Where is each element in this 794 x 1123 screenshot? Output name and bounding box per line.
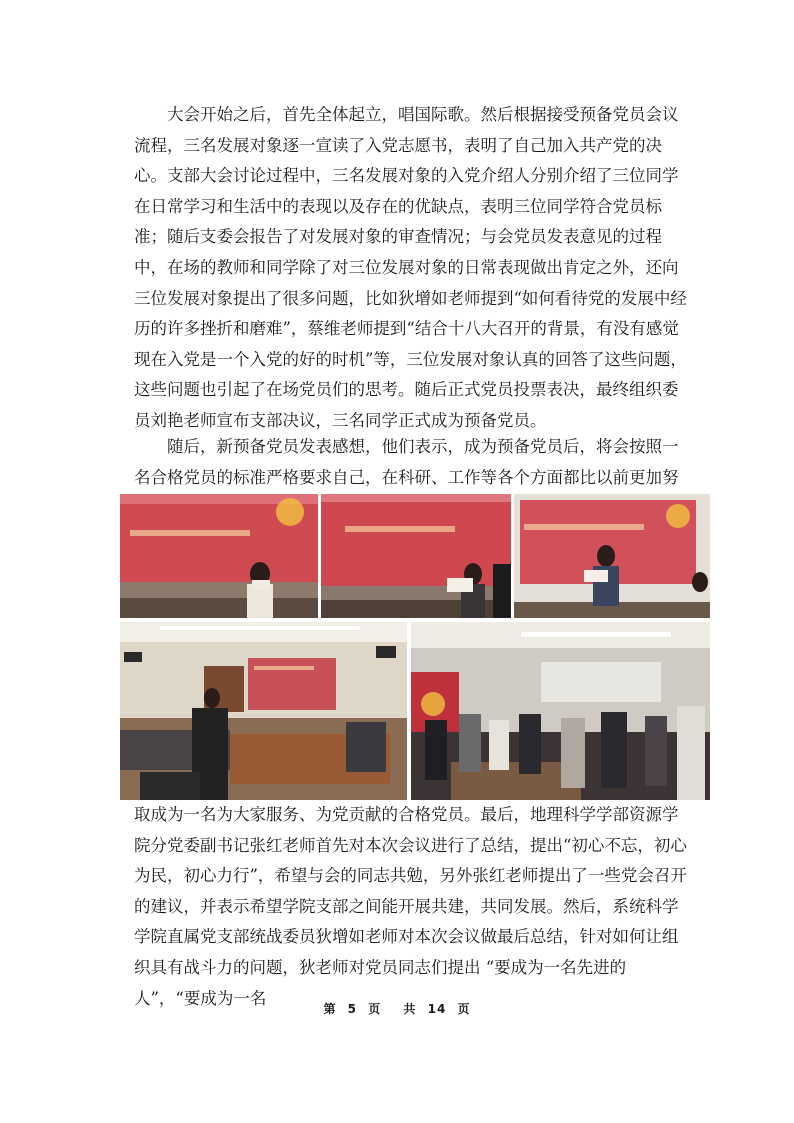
total-pages: 14 <box>427 1002 447 1016</box>
total-label-suffix: 页 <box>457 1002 471 1016</box>
photo-meeting-room-wide <box>120 622 407 800</box>
paragraph-closing-remarks: 取成为一名为大家服务、为党贡献的合格党员。最后，地理科学学部资源学院分党委副书记张红老师首先对本次会议进行了总结，提出“初心不忘，初心为民，初心力行”，希望与会的同志共勉，另外张红老师提出了一些党会召开的建议，并表示希望学院支部之间能开展共建，共同发展。然后，系统科学学院直属党支部统战委员狄增如老师对本次会议做最后总结，针对如何让组织具有战斗力的问题，狄老师对党员同志们提出 “要成为一名先进的人”，“要成为一名 <box>134 805 687 1008</box>
paragraph-meeting-process: 大会开始之后，首先全体起立，唱国际歌。然后根据接受预备党员会议流程，三名发展对象逐一宣读了入党志愿书，表明了自己加入共产党的决心。支部大会讨论过程中，三名发展对象的入党介绍人分别介绍了三位同学在日常学习和生活中的表现以及存在的优缺点，表明三位同学符合党员标准；随后支委会报告了对发展对象的审查情况；与会党员发表意见的过程中，在场的教师和同学除了对三位发展对象的日常表现做出肯定之外，还向三位发展对象提出了很多问题，比如狄增如老师提到“如何看待党的发展中经历的许多挫折和磨难”，蔡维老师提到“结合十八大召开的背景，有没有感觉现在入党是一个入党的好的时机”等，三位发展对象认真的回答了这些问题，这些问题也引起了在场党员们的思考。随后正式党员投票表决，最终组织委员刘艳老师宣布支部决议，三名同学正式成为预备党员。 <box>134 105 687 430</box>
page-footer <box>0 1000 794 1017</box>
photo-member-reading-pledge-2 <box>321 494 511 618</box>
photo-member-reading-pledge-1 <box>120 494 318 618</box>
page-label-suffix: 页 <box>368 1002 382 1016</box>
photo-member-reading-pledge-3 <box>514 494 710 618</box>
total-label-prefix: 共 <box>403 1002 417 1016</box>
photo-members-standing <box>411 622 710 800</box>
page-label-prefix: 第 <box>323 1002 337 1016</box>
paragraph-new-members-start: 随后，新预备党员发表感想，他们表示，成为预备党员后，将会按照一名合格党员的标准严格要求自己，在科研、工作等各个方面都比以前更加努 <box>134 437 679 487</box>
page-number: 5 <box>347 1002 358 1016</box>
